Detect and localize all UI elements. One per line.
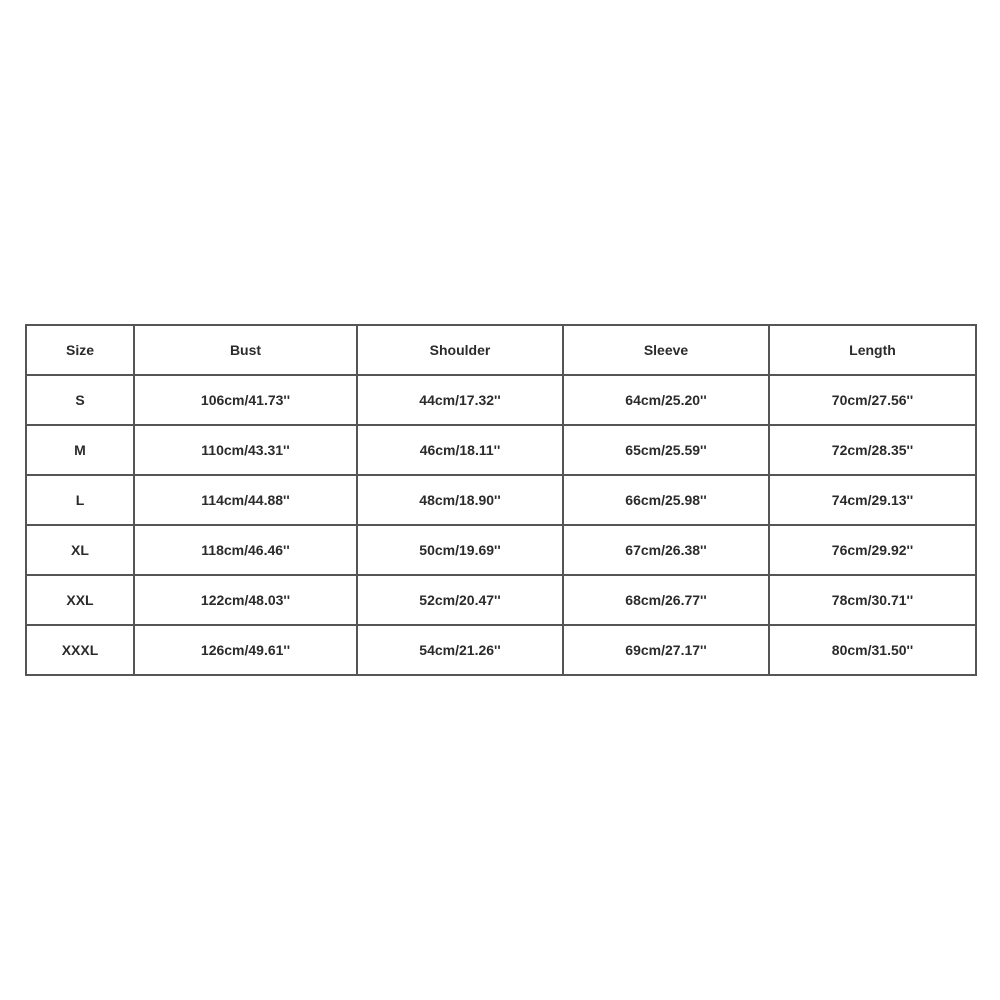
cell-shoulder: 52cm/20.47'' bbox=[357, 575, 563, 625]
size-chart-table bbox=[25, 324, 977, 676]
cell-size: XXXL bbox=[26, 625, 134, 675]
cell-size: M bbox=[26, 425, 134, 475]
cell-length: 70cm/27.56'' bbox=[769, 375, 976, 425]
table-row bbox=[26, 525, 976, 575]
header-sleeve: Sleeve bbox=[563, 325, 769, 375]
table-row bbox=[26, 425, 976, 475]
header-size: Size bbox=[26, 325, 134, 375]
cell-bust: 122cm/48.03'' bbox=[134, 575, 357, 625]
cell-size: XXL bbox=[26, 575, 134, 625]
table-header bbox=[26, 325, 976, 375]
table-row bbox=[26, 625, 976, 675]
cell-sleeve: 66cm/25.98'' bbox=[563, 475, 769, 525]
header-row bbox=[26, 325, 976, 375]
cell-shoulder: 54cm/21.26'' bbox=[357, 625, 563, 675]
cell-shoulder: 48cm/18.90'' bbox=[357, 475, 563, 525]
cell-size: XL bbox=[26, 525, 134, 575]
cell-length: 78cm/30.71'' bbox=[769, 575, 976, 625]
cell-bust: 118cm/46.46'' bbox=[134, 525, 357, 575]
cell-length: 76cm/29.92'' bbox=[769, 525, 976, 575]
cell-sleeve: 64cm/25.20'' bbox=[563, 375, 769, 425]
cell-size: L bbox=[26, 475, 134, 525]
table-body bbox=[26, 375, 976, 675]
table-row bbox=[26, 375, 976, 425]
cell-bust: 110cm/43.31'' bbox=[134, 425, 357, 475]
header-length: Length bbox=[769, 325, 976, 375]
cell-bust: 114cm/44.88'' bbox=[134, 475, 357, 525]
header-shoulder: Shoulder bbox=[357, 325, 563, 375]
cell-shoulder: 46cm/18.11'' bbox=[357, 425, 563, 475]
cell-length: 74cm/29.13'' bbox=[769, 475, 976, 525]
cell-shoulder: 44cm/17.32'' bbox=[357, 375, 563, 425]
cell-bust: 126cm/49.61'' bbox=[134, 625, 357, 675]
cell-sleeve: 68cm/26.77'' bbox=[563, 575, 769, 625]
cell-shoulder: 50cm/19.69'' bbox=[357, 525, 563, 575]
cell-length: 80cm/31.50'' bbox=[769, 625, 976, 675]
cell-sleeve: 67cm/26.38'' bbox=[563, 525, 769, 575]
header-bust: Bust bbox=[134, 325, 357, 375]
table-row bbox=[26, 475, 976, 525]
cell-sleeve: 69cm/27.17'' bbox=[563, 625, 769, 675]
cell-sleeve: 65cm/25.59'' bbox=[563, 425, 769, 475]
cell-bust: 106cm/41.73'' bbox=[134, 375, 357, 425]
table-row bbox=[26, 575, 976, 625]
cell-size: S bbox=[26, 375, 134, 425]
cell-length: 72cm/28.35'' bbox=[769, 425, 976, 475]
